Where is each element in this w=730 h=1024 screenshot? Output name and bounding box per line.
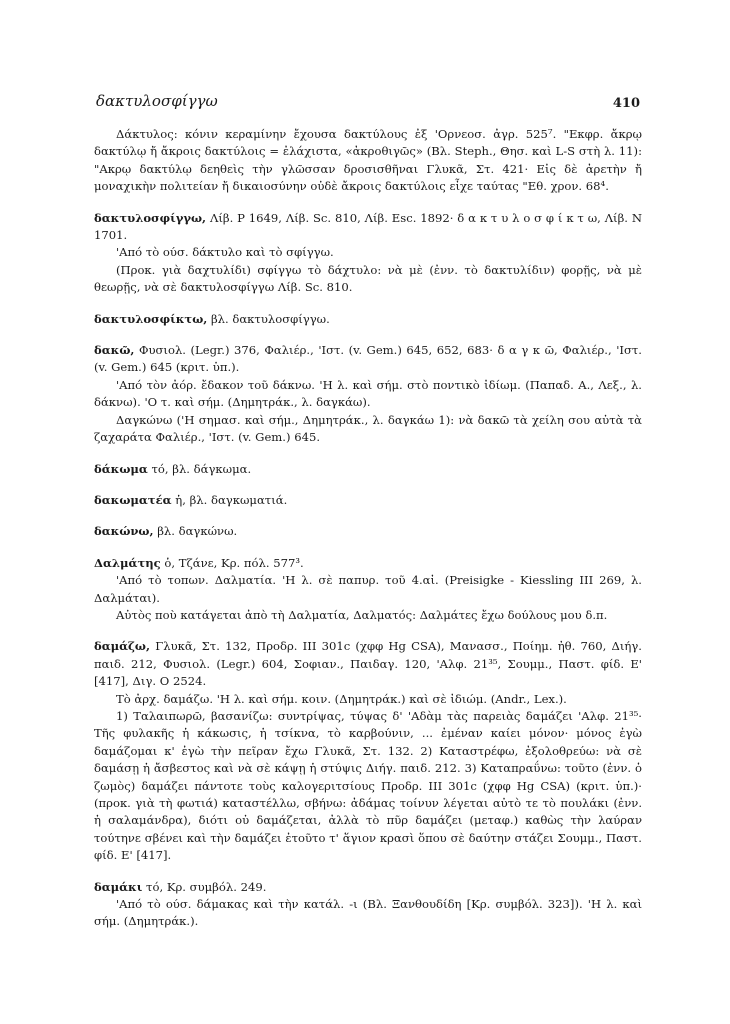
paragraph-text: Αὐτὸς ποὺ κατάγεται ἀπὸ τὴ Δαλματία, Δαλματός: Δαλμάτες ἔχω δούλους μου δ.π. <box>116 607 608 622</box>
headword: δακῶ, <box>94 343 135 358</box>
entry-headword-paragraph <box>94 492 642 509</box>
headword: δακώνω, <box>94 524 154 539</box>
headword: δαμάζω, <box>94 639 151 654</box>
page-number: 410 <box>612 96 640 111</box>
entry-paragraph <box>94 572 642 607</box>
headword: δακτυλοσφίκτω, <box>94 311 208 326</box>
paragraph-text: Λίβ. P 1649, Λίβ. Sc. 810, Λίβ. Esc. 1892· δ α κ τ υ λ ο σ φ ί κ τ ω, Λίβ. N 1701. <box>94 210 642 243</box>
entry-paragraph <box>94 412 642 447</box>
entries-body <box>94 126 642 931</box>
paragraph-text: Δάκτυλος: κόνιν κεραμίνην ἔχουσα δακτύλους ἐξ 'Ορνεοσ. ἀγρ. 525⁷. "Εκφρ. ἄκρῳ δακτύλῳ ἤ ἄκροις δακτύλοις = ἐλάχιστα, «ἀκροθιγῶς» (Βλ. Steph., Θησ. καὶ L-S στὴ λ. 11): "Ακρῳ δακτύλῳ δεηθεὶς τὴν γλῶσσαν δροσισθῆναι Γλυκᾶ, Στ. 421· Εἰς δὲ ἀρετὴν ἤ μοναχικὴν πολιτείαν ἤ δικαιοσύνην οὐδὲ ἄκροις δακτύλοις εἶχε ταύτας "Εθ. χρον. 68⁴. <box>94 127 642 194</box>
paragraph-text: (Προκ. γιὰ δαχτυλίδι) σφίγγω τὸ δάχτυλο: νὰ μὲ (ἐνν. τὸ δακτυλίδιν) φορῇς, νὰ μὲ θεωρῇς, νὰ σὲ δακτυλοσφίγγω Λίβ. Sc. 810. <box>94 262 642 295</box>
entry-headword-paragraph <box>94 342 642 377</box>
headword: δακωματέα <box>94 492 172 507</box>
entry-paragraph <box>94 896 642 931</box>
paragraph-text: 'Από τὸ ούσ. δάμακας καὶ τὴν κατάλ. -ι (Βλ. Ξανθουδίδη [Κρ. συμβόλ. 323]). 'Η λ. καὶ σήμ. (Δημητράκ.). <box>94 897 642 929</box>
paragraph-text: ὁ, Τζάνε, Κρ. πόλ. 577³. <box>160 555 304 570</box>
paragraph-text: Δαγκώνω ('Η σημασ. καὶ σήμ., Δημητράκ., λ. δαγκάω 1): νὰ δακῶ τὰ χείλη σου αὐτὰ τὰ ζαχαράτα Φαλιέρ., 'Ιστ. (v. Gem.) 645. <box>94 412 642 445</box>
entry-headword-paragraph <box>94 638 642 690</box>
paragraph-text: 'Από τὸ τοπων. Δαλματία. 'Η λ. σὲ παπυρ. τοῦ 4.αἰ. (Preisigke - Kiessling III 269, λ. Δαλμάται). <box>94 573 642 605</box>
entry-paragraph <box>94 262 642 297</box>
headword: δαμάκι <box>94 879 143 894</box>
entry-headword-paragraph <box>94 555 642 572</box>
headword: Δαλμάτης <box>94 555 161 570</box>
paragraph-text: 'Από τὸ ούσ. δάκτυλο καὶ τὸ σφίγγω. <box>116 245 334 260</box>
entry-paragraph <box>94 607 642 624</box>
entry-paragraph <box>94 691 642 708</box>
paragraph-text: 'Από τὸν ἀόρ. ἔδακον τοῦ δάκνω. 'Η λ. καὶ σήμ. στὸ ποντικὸ ἰδίωμ. (Παπαδ. Α., Λεξ., λ. δάκνω). 'Ο τ. καὶ σήμ. (Δημητράκ., λ. δαγκάω). <box>94 377 642 410</box>
paragraph-text: Γλυκᾶ, Στ. 132, Προδρ. III 301c (χφφ Hg CSA), Μανασσ., Ποίημ. ἠθ. 760, Διήγ. παιδ. 212, Φυσιολ. (Legr.) 604, Σοφιαν., Παιδαγ. 120, 'Αλφ. 21³⁵, Σουμμ., Παστ. φίδ. Ε' [417], Διγ. Ο 2524. <box>94 639 642 689</box>
entry-headword-paragraph <box>94 311 642 328</box>
paragraph-text: τό, βλ. δάγκωμα. <box>147 461 252 476</box>
paragraph-text: τό, Κρ. συμβόλ. 249. <box>142 879 267 894</box>
paragraph-text: ἡ, βλ. δαγκωματιά. <box>171 492 288 507</box>
entry-headword-paragraph <box>94 523 642 540</box>
headword: δακτυλοσφίγγω, <box>94 210 207 225</box>
entry-paragraph <box>94 377 642 412</box>
paragraph-text: Φυσιολ. (Legr.) 376, Φαλιέρ., 'Ιστ. (v. Gem.) 645, 652, 683· δ α γ κ ῶ, Φαλιέρ., 'Ιστ. (v. Gem.) 645 (κριτ. ὑπ.). <box>94 343 642 375</box>
entry-paragraph <box>94 244 642 261</box>
headword: δάκωμα <box>94 461 148 476</box>
paragraph-text: 1) Ταλαιπωρῶ, βασανίζω: συντρίψας, τύψας δ' 'Αδὰμ τὰς παρειὰς δαμάζει 'Αλφ. 21³⁵· Τῆς φυλακῆς ἡ κάκωσις, ἡ τσίκνα, τὸ καρβούνιν, ... ἐμέναν καίει μόνον· μόνος ἐγὼ δαμάζομαι κ' ἐγὼ τὴν πεῖραν ἔχω Γλυκᾶ, Στ. 132. 2) Καταστρέφω, ἐξολοθρεύω: νὰ σὲ δαμάσῃ ἡ ἄσβεστος καὶ νὰ σὲ κάψῃ ἡ στύψις Διήγ. παιδ. 212. 3) Καταπραΰνω: τοῦτο (ἐνν. ὁ ζωμὸς) δαμάζει πάντοτε τοὺς καλογεριτσίους Προδρ. III 301c (χφφ Hg CSA) (κριτ. ὑπ.)· (προκ. γιὰ τὴ φωτιά) καταστέλλω, σβήνω: ἀδάμας τοίνυν λέγεται αὐτὸ τε τὸ πουλάκι (ἐνν. ἡ σαλαμάνδρα), διότι οὐ δαμάζεται, ἀλλὰ τὸ πῦρ δαμάζει (μεταφ.) καθὼς τὴν λαύραν τούτηνε σβένει καὶ τὴν δαμάζει ἐτοῦτο τ' ἅγιον κρασὶ ὅπου σὲ δαύτην στάζει Σουμμ., Παστ. φίδ. Ε' [417]. <box>94 708 642 863</box>
entry-headword-paragraph <box>94 461 642 478</box>
entry-headword-paragraph <box>94 879 642 896</box>
running-head: δακτυλοσφίγγω <box>96 92 218 110</box>
entry-paragraph <box>94 708 642 865</box>
entry-headword-paragraph <box>94 210 642 245</box>
paragraph-text: Τὸ ἀρχ. δαμάζω. 'Η λ. καὶ σήμ. κοιν. (Δημητράκ.) καὶ σὲ ἰδιώμ. (Andr., Lex.). <box>116 691 567 706</box>
paragraph-text: βλ. δακτυλοσφίγγω. <box>207 311 330 326</box>
paragraph-text: βλ. δαγκώνω. <box>153 524 238 539</box>
entry-paragraph <box>94 126 642 196</box>
